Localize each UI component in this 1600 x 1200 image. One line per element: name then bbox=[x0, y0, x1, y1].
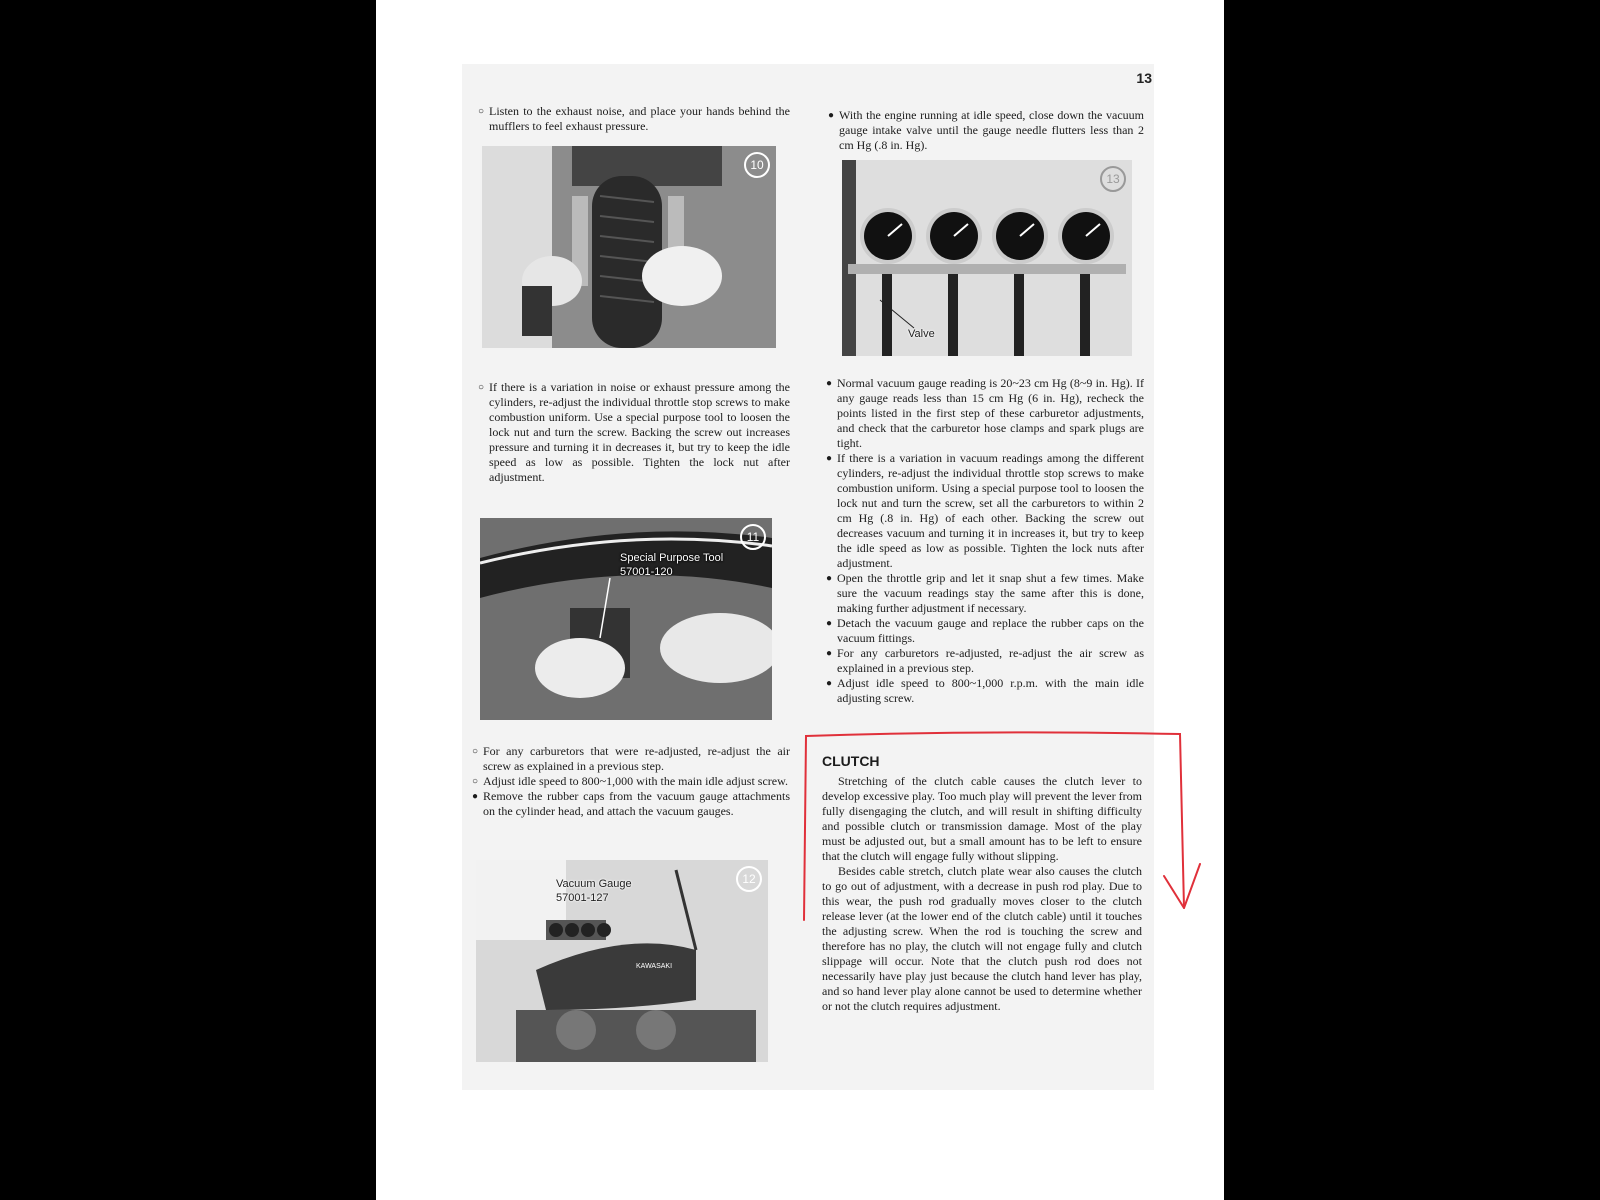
item-text: For any carburetors that were re-adjusted, re-adjust the air screw as explained in a previous step. bbox=[483, 744, 790, 773]
figure-number-badge: 11 bbox=[740, 524, 766, 550]
hollow-bullet: ○ bbox=[472, 776, 479, 787]
solid-bullet: ● bbox=[826, 378, 833, 389]
figure-number-badge: 12 bbox=[736, 866, 762, 892]
left-item-1 bbox=[478, 104, 790, 134]
motorcycle-tank-illustration bbox=[476, 860, 768, 1062]
item-text: Remove the rubber caps from the vacuum gauge attachments on the cylinder head, and attach the vacuum gauges. bbox=[483, 789, 790, 818]
solid-bullet: ● bbox=[826, 678, 833, 689]
solid-bullet: ● bbox=[826, 453, 833, 464]
clutch-section bbox=[822, 754, 1142, 1014]
hollow-bullet: ○ bbox=[478, 106, 485, 117]
solid-bullet: ● bbox=[472, 791, 479, 802]
item-text: Adjust idle speed to 800~1,000 r.p.m. with the main idle adjusting screw. bbox=[837, 676, 1144, 705]
valve-label: Valve bbox=[908, 328, 935, 340]
item-text: With the engine running at idle speed, close down the vacuum gauge intake valve until the gauge needle flutters less than 2 cm Hg (.8 in. Hg). bbox=[839, 108, 1144, 152]
figure-vacuum-gauge-photo bbox=[476, 860, 768, 1062]
clutch-heading: CLUTCH bbox=[822, 753, 880, 769]
item-text: Open the throttle grip and let it snap shut a few times. Make sure the vacuum readings stay the same after this is done, making further adjustment if necessary. bbox=[837, 571, 1144, 615]
solid-bullet: ● bbox=[826, 618, 833, 629]
right-items-2-7 bbox=[826, 376, 1144, 706]
solid-bullet: ● bbox=[828, 110, 835, 121]
hollow-bullet: ○ bbox=[472, 746, 479, 757]
clutch-paragraph-1: Stretching of the clutch cable causes the clutch lever to develop excessive play. Too much play will prevent the lever from fully disengaging the clutch, and will result in shifting difficulty and possible clutch or transmission damage. Most of the play must be adjusted out, but a small amount has to be left to ensure that the clutch will engage fully without slipping. bbox=[822, 774, 1142, 863]
figure-special-tool-photo bbox=[480, 518, 772, 720]
item-text: Adjust idle speed to 800~1,000 with the main idle adjust screw. bbox=[483, 774, 788, 788]
solid-bullet: ● bbox=[826, 648, 833, 659]
right-item-1 bbox=[828, 108, 1144, 153]
figure-number-badge: 13 bbox=[1100, 166, 1126, 192]
tool-label: Special Purpose Tool bbox=[620, 552, 724, 564]
tank-brand-text: KAWASAKI bbox=[636, 963, 673, 970]
vacuum-gauges-illustration bbox=[842, 160, 1132, 356]
item-text: If there is a variation in noise or exhaust pressure among the cylinders, re-adjust the individual throttle stop screws to make combustion uniform. Use a special purpose tool to loosen the lock nut and turn the screw. Backing the screw out increases pressure and turning it in decreases it, but try to keep the idle speed as low as possible. Tighten the lock nut after adjustment. bbox=[489, 380, 790, 484]
item-text: Listen to the exhaust noise, and place your hands behind the mufflers to feel exhaust pressure. bbox=[489, 104, 790, 133]
motorcycle-rear-illustration bbox=[482, 146, 776, 348]
figure-gauge-set-photo bbox=[842, 160, 1132, 356]
item-text: If there is a variation in vacuum readings among the different cylinders, re-adjust the individual throttle stop screws to make combustion uniform. Using a special purpose tool to loosen the lock nut and turn the screw, set all the carburetors to within 2 cm Hg (.8 in. Hg) of each other. Backing the screw out decreases vacuum and turning it in increases it, but try to keep the idle speed as low as possible. Tighten the lock nuts after adjustment. bbox=[837, 451, 1144, 570]
left-item-2 bbox=[478, 380, 790, 485]
figure-number-badge: 10 bbox=[744, 152, 770, 178]
gauge-part-number: 57001-127 bbox=[556, 892, 609, 904]
left-items-3-5 bbox=[472, 744, 790, 819]
item-text: Normal vacuum gauge reading is 20~23 cm Hg (8~9 in. Hg). If any gauge reads less than 15 cm Hg (6 in. Hg), recheck the points listed in the first step of these carburetor adjustments, and check that the carburetor hose clamps and spark plugs are tight. bbox=[837, 376, 1144, 450]
hollow-bullet: ○ bbox=[478, 382, 485, 393]
solid-bullet: ● bbox=[826, 573, 833, 584]
item-text: For any carburetors re-adjusted, re-adjust the air screw as explained in a previous step. bbox=[837, 646, 1144, 675]
item-text: Detach the vacuum gauge and replace the rubber caps on the vacuum fittings. bbox=[837, 616, 1144, 645]
carburetor-tool-illustration bbox=[480, 518, 772, 720]
clutch-paragraph-2: Besides cable stretch, clutch plate wear also causes the clutch to go out of adjustment, with a decrease in push rod play. Due to this wear, the push rod gradually moves closer to the clutch release lever (at the lower end of the clutch cable) until it touches the adjusting screw. When the rod is touching the screw and therefore has no play, the clutch will not engage fully and clutch slippage will occur. Note that the clutch push rod does not necessarily have play just because the clutch hand lever has play, and so hand lever play alone cannot be used to determine whether or not the clutch requires adjustment. bbox=[822, 864, 1142, 1013]
tool-part-number: 57001-120 bbox=[620, 566, 673, 578]
figure-exhaust-check-photo bbox=[482, 146, 776, 348]
gauge-label: Vacuum Gauge bbox=[556, 878, 632, 890]
page-number: 13 bbox=[1136, 70, 1152, 86]
